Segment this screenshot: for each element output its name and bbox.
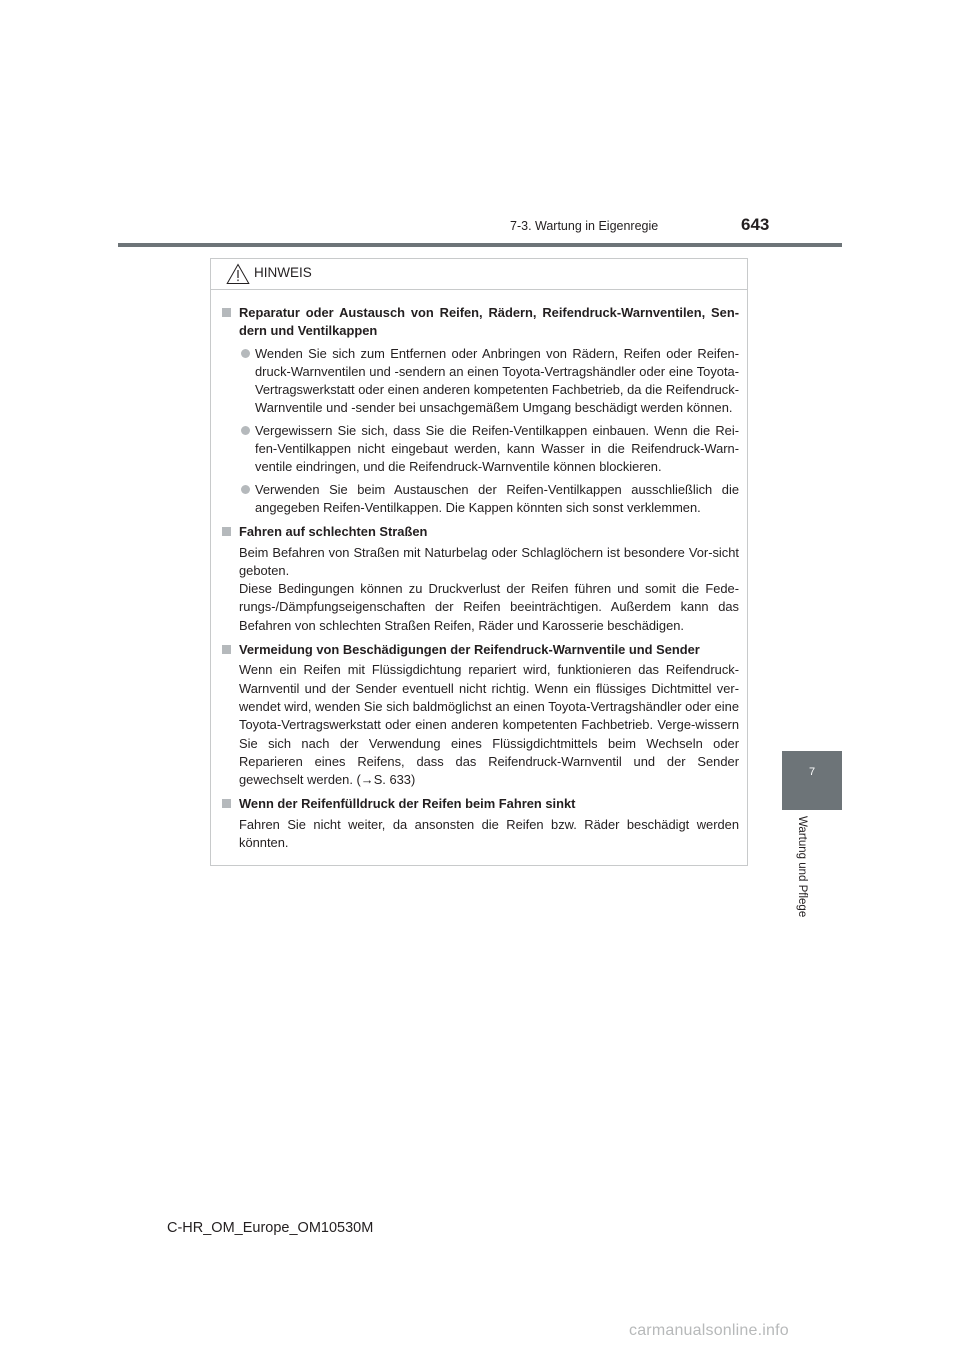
square-bullet-icon (222, 308, 231, 317)
chapter-label: Wartung und Pflege (796, 816, 808, 918)
bullet-text: Verwenden Sie beim Austauschen der Reifen-Ventilkappen ausschließlich die angegeben Reifen-Ventilkappen. Die Kappen könnten sich sonst verklemmen. (255, 481, 739, 515)
bullet-item (239, 345, 739, 418)
notice-section (219, 523, 739, 635)
square-bullet-icon (222, 645, 231, 654)
bullet-text: Vergewissern Sie sich, dass Sie die Reifen-Ventilkappen einbauen. Wenn die Rei-fen-Ventilkappen nicht eingebaut werden, kann Wasser in die Reifendruck-Warn-ventile eindringen, und die Reifendruck-Warnventile können blockieren. (255, 422, 739, 475)
chapter-tab (782, 751, 842, 810)
section-title: Reparatur oder Austausch von Reifen, Rädern, Reifendruck-Warnventilen, Sen-dern und Ventilkappen (239, 305, 739, 339)
section-title: Fahren auf schlechten Straßen (239, 524, 428, 540)
section-text: Fahren Sie nicht weiter, da ansonsten die Reifen bzw. Räder beschädigt werden könnten. (239, 816, 739, 851)
notice-header (211, 259, 747, 290)
section-text: Beim Befahren von Straßen mit Naturbelag oder Schlaglöchern ist besondere Vor-sicht geboten. (239, 544, 739, 578)
page-number: 643 (741, 215, 770, 234)
round-bullet-icon (241, 485, 250, 494)
section-heading: 7-3. Wartung in Eigenregie (510, 219, 659, 233)
round-bullet-icon (241, 349, 250, 358)
section-text: Diese Bedingungen können zu Druckverlust der Reifen führen und somit die Fede-rungs-/Dämpfungseigenschaften der Reifen beeinträchtigen. Außerdem kann das Befahren von schlechten Straßen Reifen, Räder und Karosserie beschädigen. (239, 581, 739, 633)
section-title: Vermeidung von Beschädigungen der Reifendruck-Warnventile und Sender (239, 642, 700, 658)
section-title: Wenn der Reifenfülldruck der Reifen beim Fahren sinkt (239, 796, 576, 812)
header-divider (118, 243, 842, 247)
bullet-item (239, 481, 739, 518)
warning-triangle-icon (226, 263, 250, 285)
round-bullet-icon (241, 426, 250, 435)
square-bullet-icon (222, 527, 231, 536)
watermark: carmanualsonline.info (629, 1322, 789, 1339)
document-code: C-HR_OM_Europe_OM10530M (167, 1220, 374, 1236)
bullet-item (239, 422, 739, 477)
square-bullet-icon (222, 799, 231, 808)
notice-section (219, 641, 739, 789)
bullet-text: Wenden Sie sich zum Entfernen oder Anbringen von Rädern, Reifen oder Reifen-druck-Warnventilen und -sendern an einen Toyota-Vertragshändler oder eine Toyota-Vertragswerkstatt oder einen anderen kompetenten Fachbetrieb, da die Reifendruck-Warnventile und -sender bei unsachgemäßem Umgang beschädigt werden können. (255, 345, 739, 416)
chapter-number: 7 (808, 766, 816, 778)
notice-box (210, 258, 748, 866)
notice-title: HINWEIS (254, 265, 312, 280)
notice-body (211, 290, 747, 852)
section-text: Wenn ein Reifen mit Flüssigdichtung repariert wird, funktionieren das Reifendruck-Warnventil und der Sender eventuell nicht richtig. Wenn ein flüssiges Dichtmittel ver-wendet wird, wenden Sie sich baldmöglichst an einen Toyota-Vertragshändler oder eine Toyota-Vertragswerkstatt oder einen anderen kompetenten Fachbetrieb. Verge-wissern Sie sich nach der Verwendung eines Flüssigdichtmittels beim Wechseln oder Reparieren eines Reifens, dass das Reifendruck-Warnventil und der Sender gewechselt werden. (→S. 633) (239, 662, 739, 788)
notice-section (219, 304, 739, 517)
notice-section (219, 795, 739, 852)
